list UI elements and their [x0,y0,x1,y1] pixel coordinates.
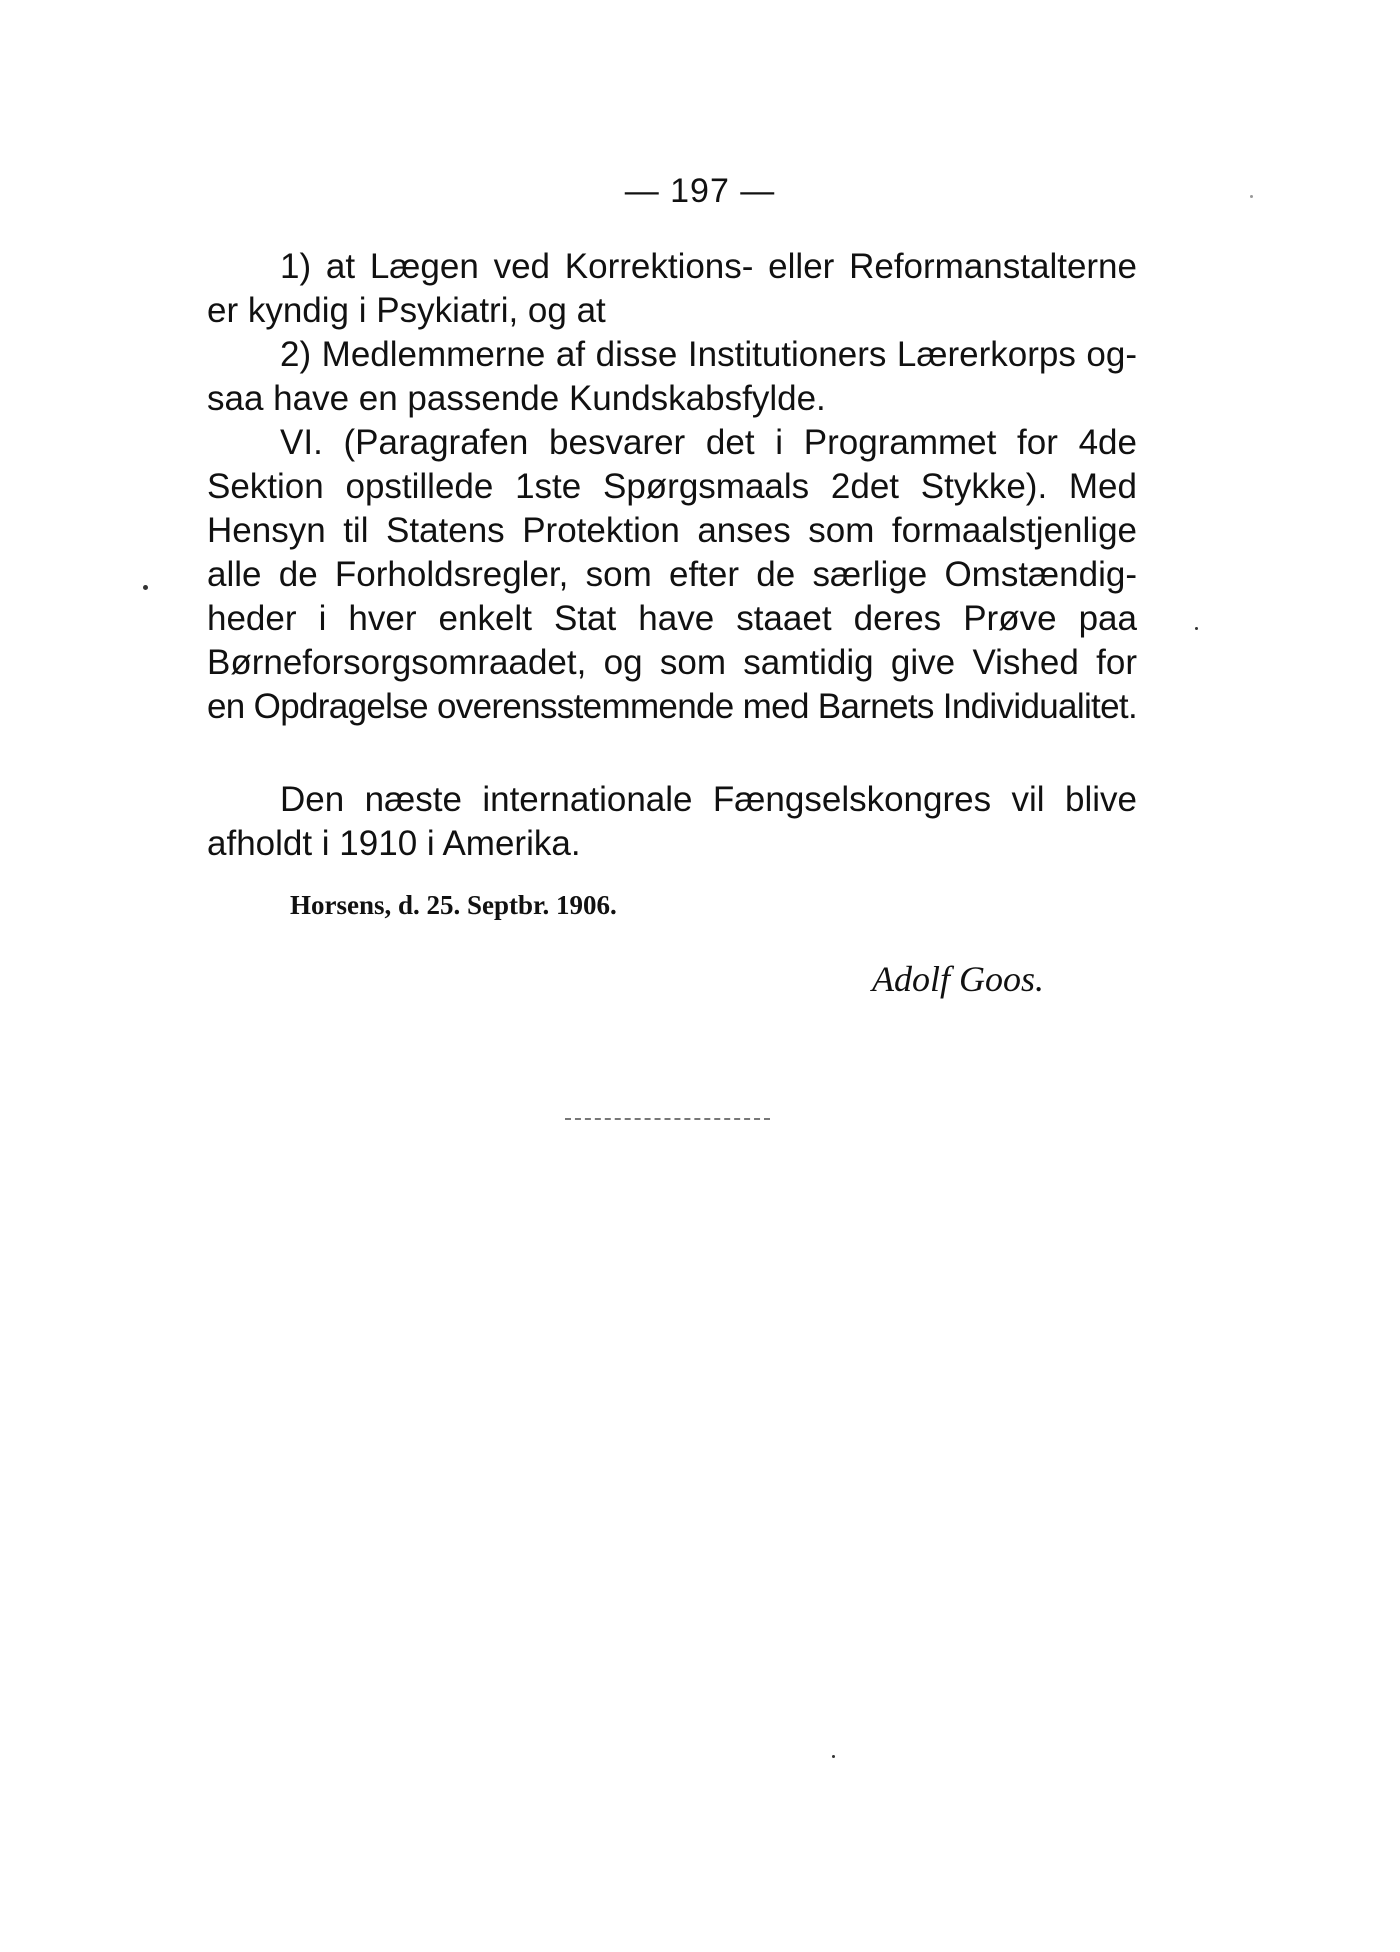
dateline: Horsens, d. 25. Septbr. 1906. [290,890,617,920]
text-line: alle de Forholdsregler, som efter de særlige Omstændig- [207,555,1137,594]
text-line: VI. (Paragrafen besvarer det i Programmet for 4de [280,423,1137,462]
text-line: Børneforsorgsomraadet, og som samtidig give Vished for [207,643,1137,682]
print-speck [1250,195,1253,198]
page-number: — 197 — [624,172,776,210]
paragraph-conclusions [207,245,1137,729]
text-line: heder i hver enkelt Stat have staaet deres Prøve paa [207,599,1137,638]
text-line: 1) at Lægen ved Korrektions- eller Reformanstalterne [280,247,1137,286]
text-line: Hensyn til Statens Protektion anses som formaalstjenlige [207,511,1137,550]
closing-rule [565,1118,770,1120]
text-line: saa have en passende Kundskabsfylde. [207,379,826,418]
text-line: en Opdragelse overensstemmende med Barnets Individualitet. [207,687,1138,726]
paragraph-congress-notice [207,778,1137,866]
print-speck [143,585,148,590]
print-speck [1195,627,1198,630]
text-line: Den næste internationale Fængselskongres vil blive [280,780,1137,819]
text-line: Sektion opstillede 1ste Spørgsmaals 2det Stykke). Med [207,467,1137,506]
text-line: er kyndig i Psykiatri, og at [207,291,606,330]
text-line: 2) Medlemmerne af disse Institutioners Lærerkorps og- [280,335,1137,374]
text-line: afholdt i 1910 i Amerika. [207,824,581,863]
signature: Adolf Goos. [872,959,1045,999]
print-speck [832,1755,835,1758]
